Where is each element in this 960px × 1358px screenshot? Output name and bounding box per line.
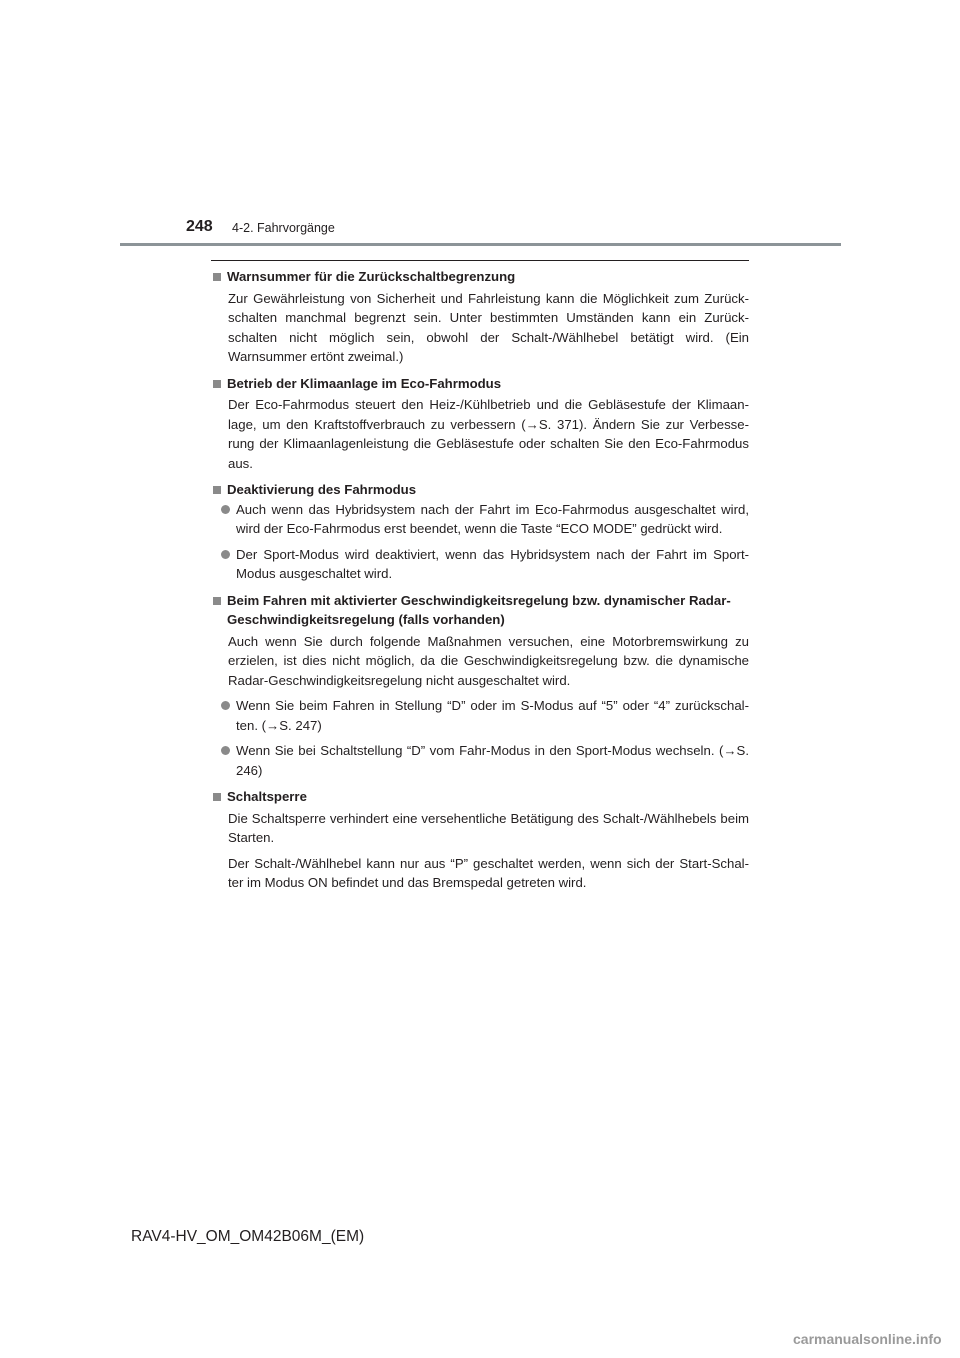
list-item-text: Wenn Sie bei Schaltstellung “D” vom Fahr-Modus in den Sport-Modus wechseln. (→S. 246) [236,743,749,778]
content-rule [211,260,749,261]
section-deaktivierung [211,480,749,584]
section-heading: Betrieb der Klimaanlage im Eco-Fahrmodus [227,375,502,391]
header-rule [120,243,841,246]
list-item-text: Der Sport-Modus wird deaktiviert, wenn das Hybridsystem nach der Fahrt im Sport-Modus ausgeschaltet wird. [236,546,749,581]
paragraph: Zur Gewährleistung von Sicherheit und Fahrleistung kann die Möglichkeit zum Zurück-schalten manchmal begrenzt sein. Unter bestimmten Umständen kann ein Zurück-schalten nicht möglich sein, obwohl der Schalt-/Wählhebel betätigt wird. (Ein Warnsummer ertönt zweimal.) [228,290,749,364]
paragraph: Der Schalt-/Wählhebel kann nur aus “P” geschaltet werden, wenn sich der Start-Schal-ter im Modus ON befindet und das Bremspedal getreten wird. [228,855,749,890]
section-title: 4-2. Fahrvorgänge [232,221,335,235]
list-item [219,696,749,735]
section-heading: Warnsummer für die Zurückschaltbegrenzung [227,269,516,284]
square-bullet-icon [213,380,221,388]
paragraph: Die Schaltsperre verhindert eine versehentliche Betätigung des Schalt-/Wählhebels beim Starten. [228,810,749,845]
section-warnsummer [211,267,749,367]
watermark: carmanualsonline.info [793,1331,942,1347]
square-bullet-icon [213,273,221,281]
section-heading: Schaltsperre [227,789,307,804]
circle-bullet-icon [221,550,230,559]
footer-doc-code: RAV4-HV_OM_OM42B06M_(EM) [131,1228,365,1245]
circle-bullet-icon [221,505,230,514]
list-item-text: Auch wenn das Hybridsystem nach der Fahrt im Eco-Fahrmodus ausgeschaltet wird, wird der Eco-Fahrmodus erst beendet, wenn die Taste “ECO MODE” gedrückt wird. [236,501,749,536]
section-heading: Beim Fahren mit aktivierter Geschwindigkeitsregelung bzw. dynamischer Radar-Geschwindigkeitsregelung (falls vorhanden) [227,592,731,627]
circle-bullet-icon [221,701,230,710]
list-item-text: Wenn Sie beim Fahren in Stellung “D” oder im S-Modus auf “5” oder “4” zurückschal-ten. (→S. 247) [236,698,749,733]
square-bullet-icon [213,597,221,605]
section-schaltsperre [211,787,749,893]
section-heading: Deaktivierung des Fahrmodus [227,482,417,497]
paragraph: Der Eco-Fahrmodus steuert den Heiz-/Kühlbetrieb und die Gebläsestufe der Klimaan-lage, um den Kraftstoffverbrauch zu verbessern (→S. 371). Ändern Sie zur Verbesse-rung der Klimaanlagenleistung die Gebläsestufe oder schalten Sie den Eco-Fahrmodus aus. [228,397,749,471]
list-item [219,741,749,780]
paragraph: Auch wenn Sie durch folgende Maßnahmen versuchen, eine Motorbremswirkung zu erzielen, ist dies nicht möglich, da die Geschwindigkeitsregelung bzw. die dynamische Radar-Geschwindigkeitsregelung nicht ausgeschaltet wird. [228,633,749,688]
page-number: 248 [186,218,213,235]
content-area [211,267,749,900]
list-item [219,545,749,584]
section-klimaanlage [211,374,749,474]
square-bullet-icon [213,486,221,494]
list-item [219,500,749,539]
section-geschwindigkeitsregelung [211,591,749,781]
circle-bullet-icon [221,746,230,755]
square-bullet-icon [213,793,221,801]
